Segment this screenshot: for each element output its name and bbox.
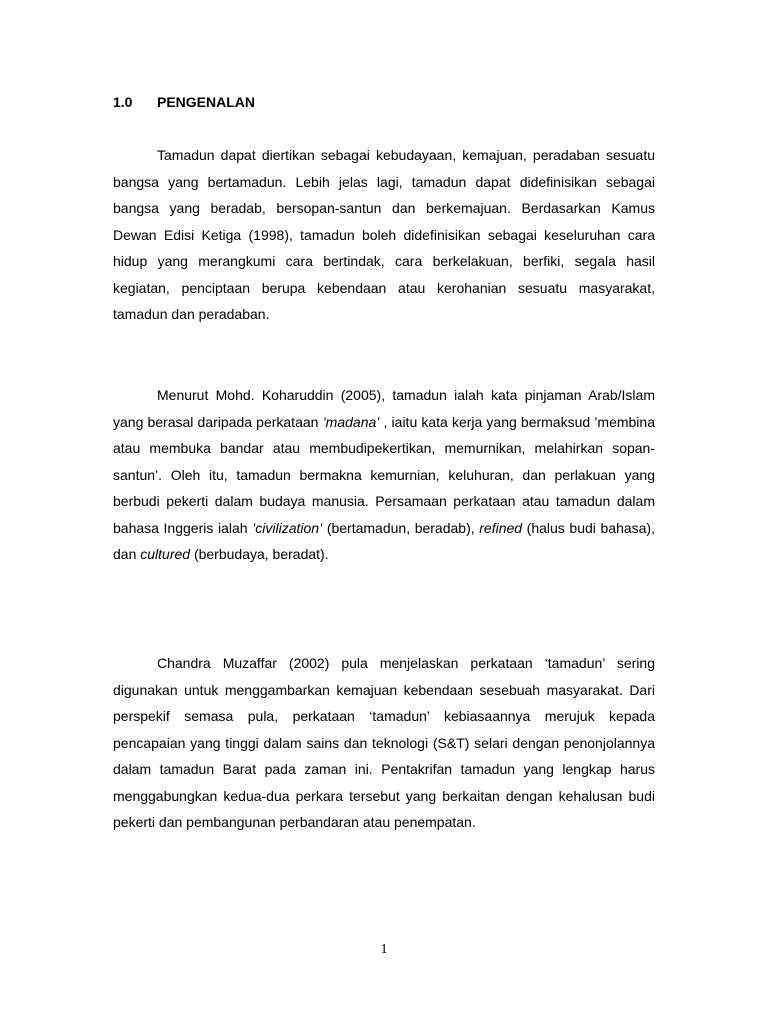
page-number: 1 xyxy=(380,942,388,957)
paragraph-2-text-2: , iaitu kata kerja yang bermaksud ’membina atau membuka bandar atau membudipekertikan, memurnikan, melahirkan sopan-santun’. Oleh itu, tamadun bermakna kemurnian, keluhuran, dan perlakuan yang berbudi pekerti dalam budaya manusia. Persamaan perkataan atau tamadun dalam bahasa Inggeris ialah xyxy=(113,413,655,536)
section-title: PENGENALAN xyxy=(157,94,256,110)
term-civilization: ’civilization’ xyxy=(252,519,323,536)
paragraph-2-text-4: (halus budi bahasa), dan xyxy=(113,519,655,562)
section-number: 1.0 xyxy=(113,94,133,110)
term-cultured: cultured xyxy=(140,546,191,562)
paragraph-2 xyxy=(113,382,655,568)
term-refined: refined xyxy=(479,519,523,536)
paragraph-2-text-1: Menurut Mohd. Koharuddin (2005), tamadun ialah kata pinjaman Arab/Islam yang berasal daripada perkataan xyxy=(113,387,655,430)
paragraph-3: Chandra Muzaffar (2002) pula menjelaskan perkataan ‘tamadun’ sering digunakan untuk menggambarkan kemajuan kebendaan sesebuah masyarakat. Dari perspekif semasa pula, perkataan ‘tamadun’ kebiasaannya merujuk kepada pencapaian yang tinggi dalam sains dan teknologi (S&T) selari dengan penonjolannya dalam tamadun Barat pada zaman ini. Pentakrifan tamadun yang lengkap harus menggabungkan kedua-dua perkara tersebut yang berkaitan dengan kehalusan budi pekerti dan pembangunan perbandaran atau penempatan. xyxy=(113,655,655,830)
paragraph-1: Tamadun dapat diertikan sebagai kebudayaan, kemajuan, peradaban sesuatu bangsa yang bertamadun. Lebih jelas lagi, tamadun dapat didefinisikan sebagai bangsa yang beradab, bersopan-santun dan berkemajuan. Berdasarkan Kamus Dewan Edisi Ketiga (1998), tamadun boleh didefinisikan sebagai keseluruhan cara hidup yang merangkumi cara bertindak, cara berkelakuan, berfiki, segala hasil kegiatan, penciptaan berupa kebendaan atau kerohanian sesuatu masyarakat, tamadun dan peradaban. xyxy=(113,147,655,322)
paragraph-2-text-3: (bertamadun, beradab), xyxy=(322,519,480,536)
paragraph-2-text-5: (berbudaya, beradat). xyxy=(190,546,329,562)
term-madana: ’madana’ xyxy=(322,413,380,430)
section-heading xyxy=(113,93,255,111)
